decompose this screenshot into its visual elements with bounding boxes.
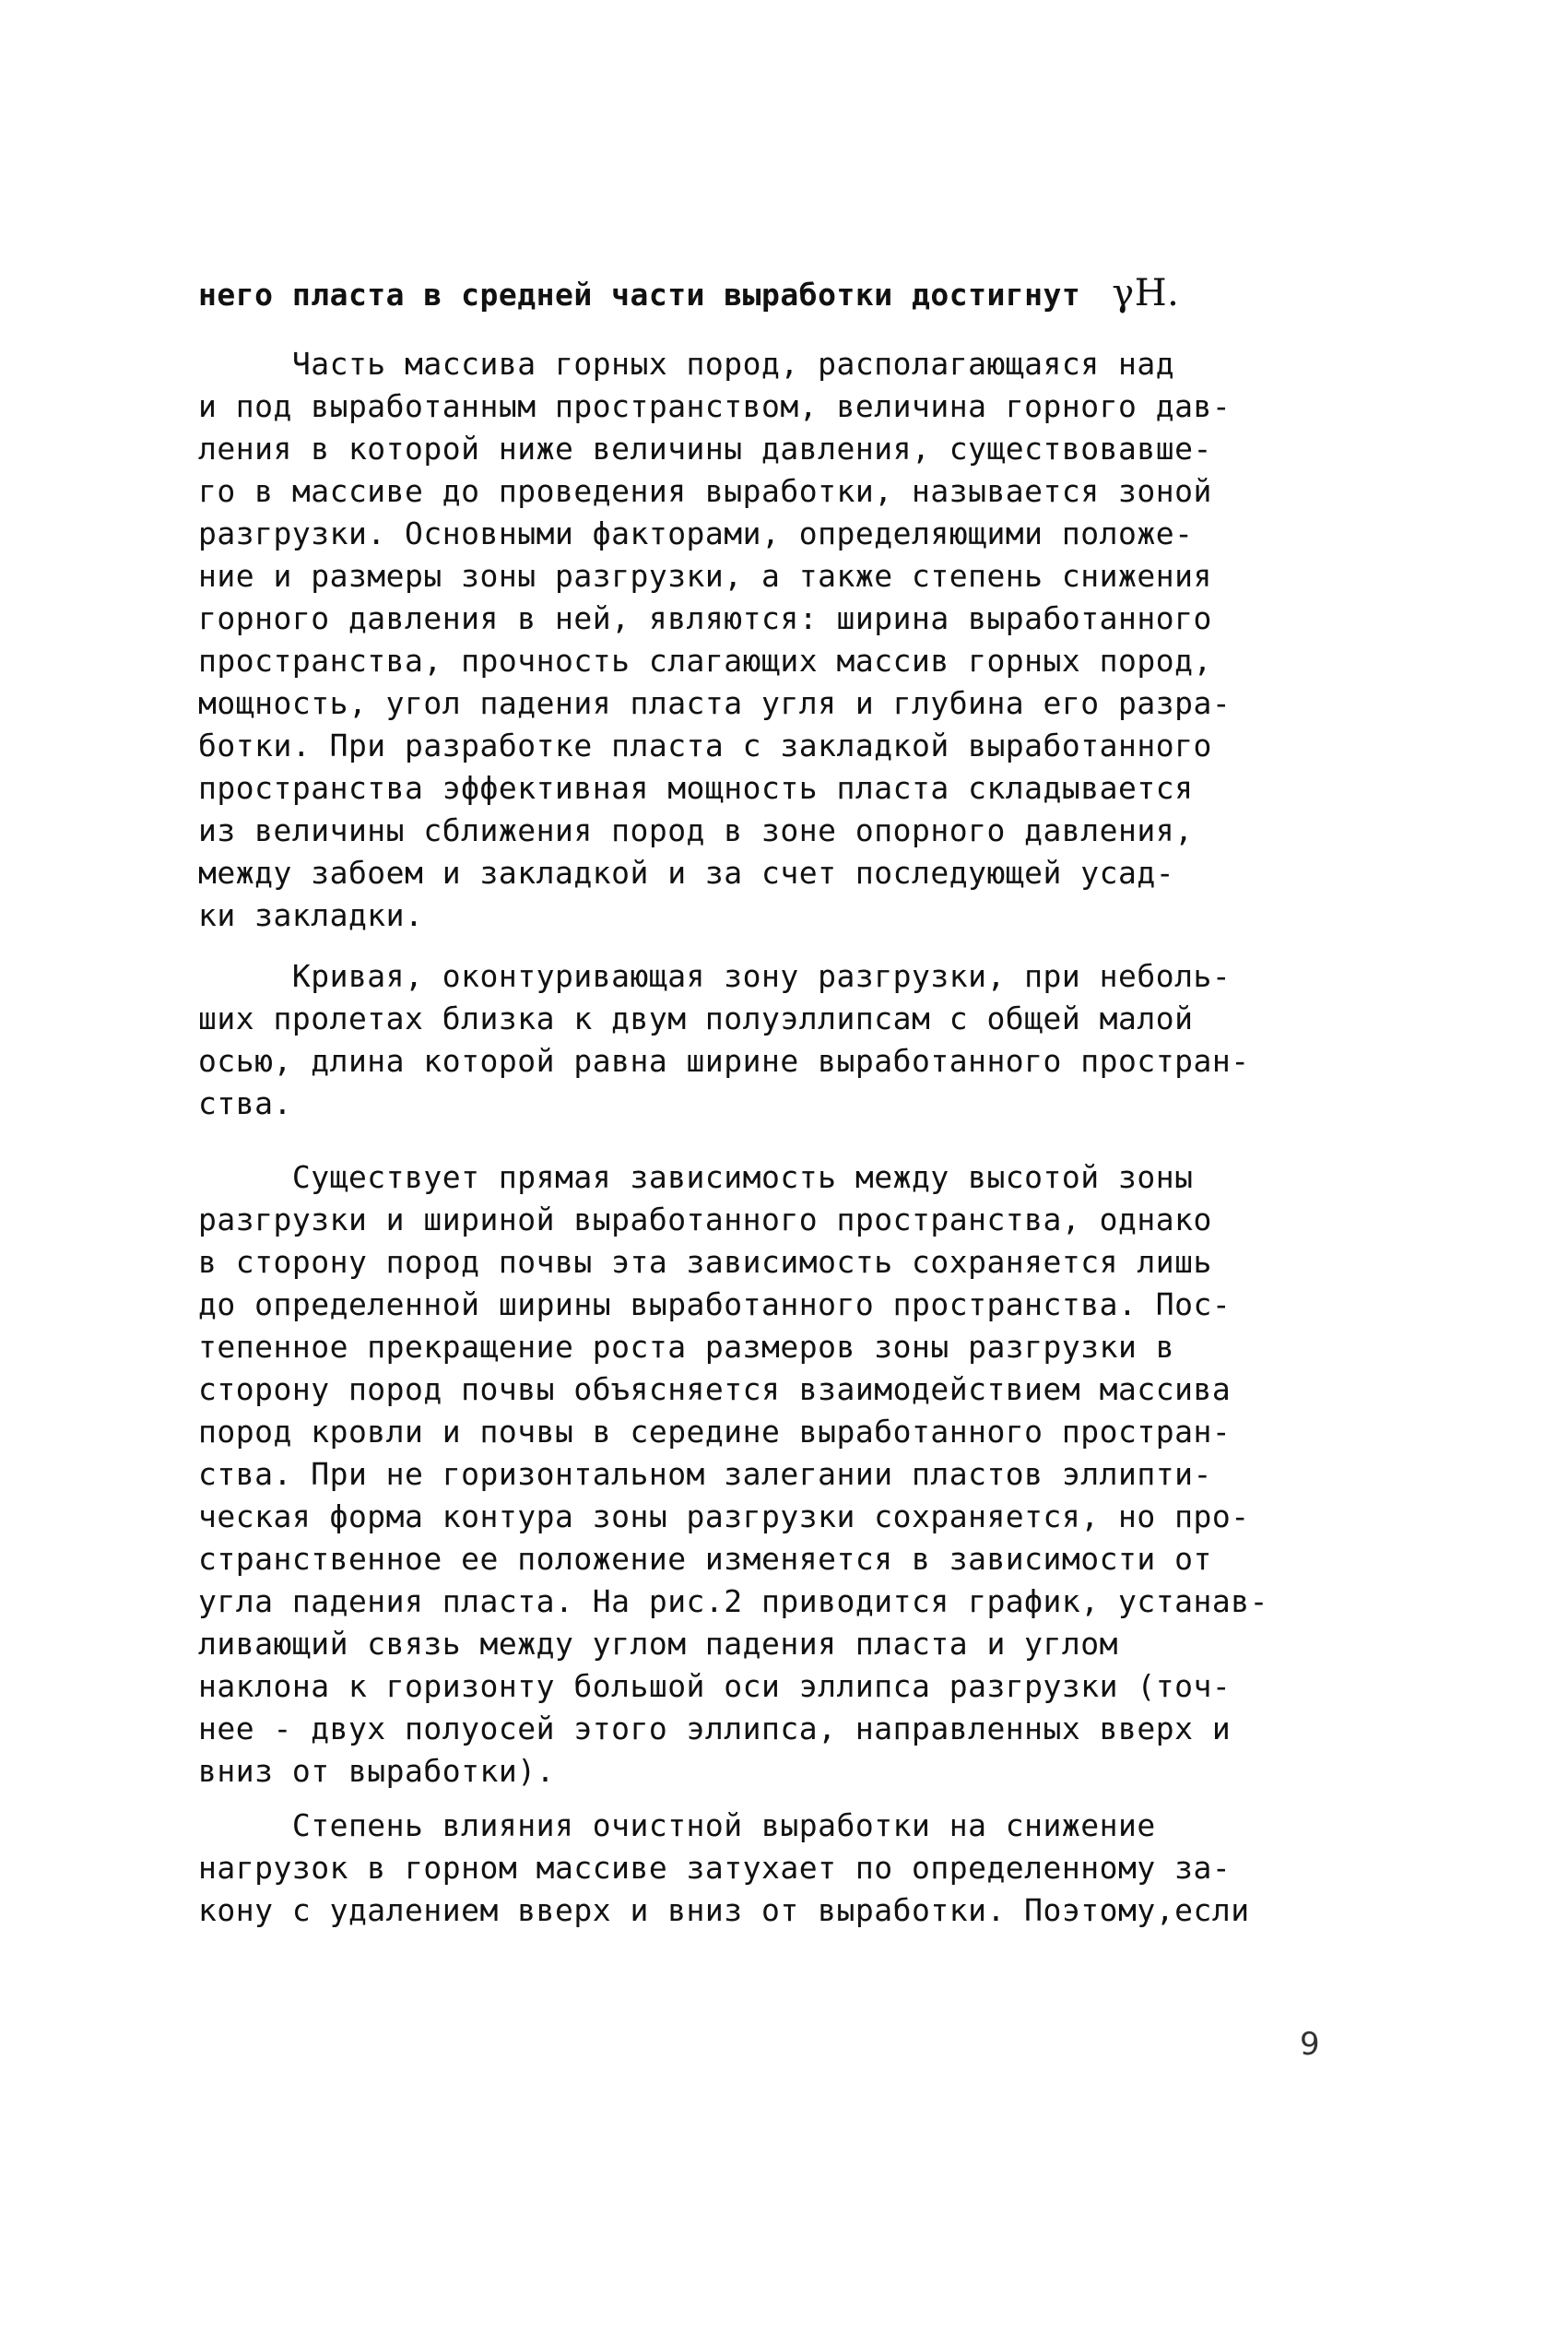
text-line: ческая форма контура зоны разгрузки сохраняется, но про- (198, 1498, 1250, 1534)
text-line: ства. (198, 1085, 292, 1121)
text-line: разгрузки и шириной выработанного пространства, однако (198, 1202, 1212, 1237)
text-line: в сторону пород почвы эта зависимость сохраняется лишь (198, 1244, 1212, 1280)
gamma-h-formula: γH. (1112, 272, 1180, 314)
text-line: до определенной ширины выработанного пространства. Пос- (198, 1286, 1232, 1322)
text-line: тепенное прекращение роста размеров зоны разгрузки в (198, 1329, 1175, 1365)
text-line: сторону пород почвы объясняется взаимодействием массива (198, 1371, 1232, 1407)
text-line: пространства эффективная мощность пласта складывается (198, 770, 1194, 806)
text-line: угла падения пласта. На рис.2 приводится график, устанав- (198, 1583, 1268, 1619)
text-line: пространства, прочность слагающих массив горных пород, (198, 643, 1212, 679)
text-line: вниз от выработки). (198, 1753, 555, 1789)
text-line: горного давления в ней, являются: ширина выработанного (198, 600, 1212, 636)
text-line: ки закладки. (198, 897, 424, 933)
text-line: ших пролетах близка к двум полуэллипсам с общей малой (198, 1000, 1194, 1036)
continuation-text: него пласта в средней части выработки достигнут (198, 277, 1081, 313)
text-line: ства. При не горизонтальном залегании пластов эллипти- (198, 1456, 1212, 1492)
text-line: нагрузок в горном массиве затухает по определенному за- (198, 1850, 1232, 1886)
text-line: между забоем и закладкой и за счет последующей усад- (198, 855, 1175, 891)
continuation-line (198, 272, 1179, 316)
text-line: разгрузки. Основными факторами, определяющими положе- (198, 515, 1194, 551)
paragraph-influence-degree (198, 1805, 1397, 1932)
text-line: нее - двух полуосей этого эллипса, направленных вверх и (198, 1711, 1232, 1746)
text-line: Кривая, оконтуривающая зону разгрузки, при неболь- (198, 958, 1232, 994)
text-line: Степень влияния очистной выработки на снижение (198, 1807, 1156, 1843)
text-line: ботки. При разработке пласта с закладкой выработанного (198, 728, 1212, 764)
text-line: ние и размеры зоны разгрузки, а также степень снижения (198, 558, 1212, 594)
text-line: осью, длина которой равна ширине выработанного простран- (198, 1043, 1250, 1079)
text-line: го в массиве до проведения выработки, называется зоной (198, 473, 1212, 509)
text-line: из величины сближения пород в зоне опорного давления, (198, 812, 1194, 848)
paragraph-height-dependence (198, 1156, 1397, 1793)
page-number: 9 (1300, 2026, 1320, 2063)
text-line: странственное ее положение изменяется в зависимости от (198, 1541, 1212, 1577)
paragraph-contour-curve (198, 955, 1397, 1125)
text-line: мощность, угол падения пласта угля и глубина его разра- (198, 685, 1232, 721)
paragraph-unloading-zone (198, 343, 1397, 937)
text-line: ления в которой ниже величины давления, существовавше- (198, 431, 1212, 467)
text-line: Часть массива горных пород, располагающаяся над (198, 346, 1175, 382)
text-line: пород кровли и почвы в середине выработанного простран- (198, 1414, 1232, 1450)
text-line: и под выработанным пространством, величина горного дав- (198, 388, 1232, 424)
text-line: ливающий связь между углом падения пласта и углом (198, 1626, 1119, 1662)
text-line: наклона к горизонту большой оси эллипса разгрузки (точ- (198, 1668, 1232, 1704)
text-line: кону с удалением вверх и вниз от выработки. Поэтому,если (198, 1892, 1250, 1928)
text-line: Существует прямая зависимость между высотой зоны (198, 1159, 1194, 1195)
